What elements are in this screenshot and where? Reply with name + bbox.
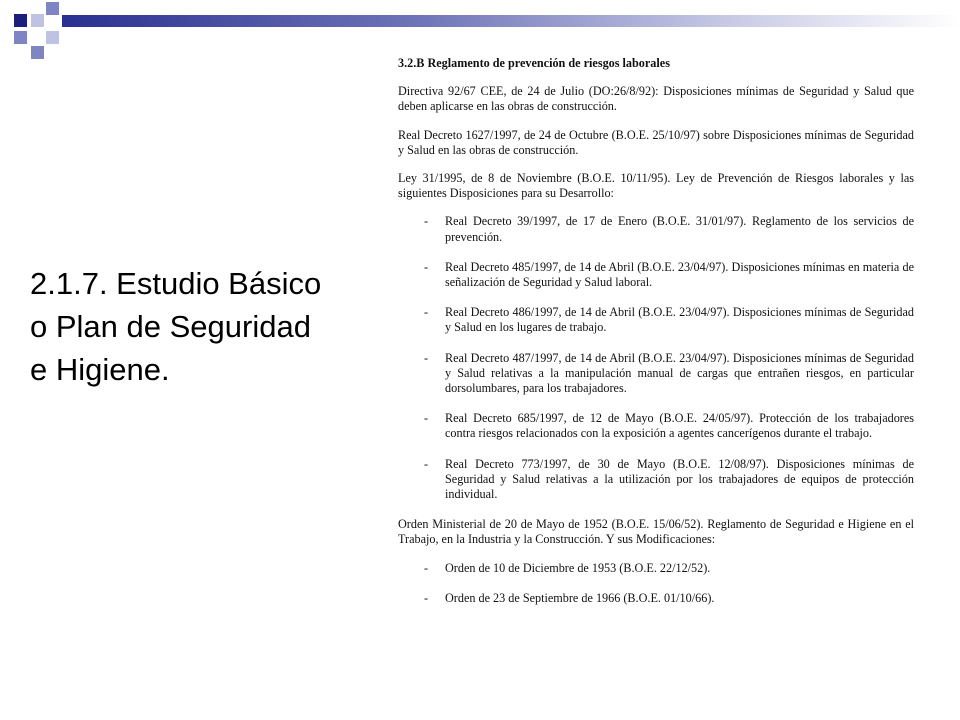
list-item	[398, 305, 914, 335]
list-item-text: Real Decreto 485/1997, de 14 de Abril (B.O.E. 23/04/97). Disposiciones mínimas en materia de señalización de Seguridad y Salud laboral.	[445, 259, 914, 290]
corner-square-light	[46, 31, 59, 44]
document-paragraph: Orden Ministerial de 20 de Mayo de 1952 (B.O.E. 15/06/52). Reglamento de Seguridad e Higiene en el Trabajo, en la Industria y la Construcción. Y sus Modificaciones:	[398, 517, 914, 547]
list-item	[398, 351, 914, 397]
scanned-document	[398, 56, 914, 621]
list-item	[398, 591, 914, 606]
dash-bullet: -	[424, 259, 429, 274]
list-item	[398, 214, 914, 244]
header-gradient-bar	[62, 15, 960, 27]
list-item	[398, 561, 914, 576]
dash-bullet: -	[424, 560, 429, 575]
corner-square-mid	[31, 46, 44, 59]
dash-bullet: -	[424, 305, 429, 320]
document-heading: 3.2.B Reglamento de prevención de riesgos laborales	[398, 56, 670, 70]
document-paragraph: Ley 31/1995, de 8 de Noviembre (B.O.E. 10/11/95). Ley de Prevención de Riesgos laborales y las siguientes Disposiciones para su Desarrollo:	[398, 171, 914, 201]
list-item-text: Real Decreto 486/1997, de 14 de Abril (B.O.E. 23/04/97). Disposiciones mínimas de Seguridad y Salud en los lugares de trabajo.	[445, 305, 914, 335]
list-item	[398, 457, 914, 503]
list-item	[398, 260, 914, 290]
dash-bullet: -	[424, 590, 429, 605]
list-item-text: Real Decreto 685/1997, de 12 de Mayo (B.O.E. 24/05/97). Protección de los trabajadores contra riesgos relacionados con la exposición a agentes cancerígenos durante el trabajo.	[445, 411, 914, 441]
document-paragraph: Directiva 92/67 CEE, de 24 de Julio (DO:26/8/92): Disposiciones mínimas de Seguridad y Salud que deben aplicarse en las obras de construcción.	[398, 84, 914, 114]
list-item	[398, 411, 914, 441]
dash-bullet: -	[424, 456, 429, 471]
list-item-text: Real Decreto 487/1997, de 14 de Abril (B.O.E. 23/04/97). Disposiciones mínimas de Seguridad y Salud relativas a la manipulación manual de cargas que entrañen riesgos, en particular dorsolumbares, para los trabajadores.	[445, 350, 914, 396]
list-item-text: Real Decreto 39/1997, de 17 de Enero (B.O.E. 31/01/97). Reglamento de los servicios de prevención.	[445, 214, 914, 244]
list-item-text: Orden de 10 de Diciembre de 1953 (B.O.E. 22/12/52).	[445, 560, 711, 575]
dash-bullet: -	[424, 350, 429, 365]
decree-list	[398, 214, 914, 502]
order-list	[398, 561, 914, 606]
dash-bullet: -	[424, 214, 429, 229]
corner-square-light	[31, 14, 44, 27]
corner-square-mid	[14, 31, 27, 44]
dash-bullet: -	[424, 411, 429, 426]
slide-title: 2.1.7. Estudio Básico o Plan de Seguridad e Higiene.	[30, 266, 322, 387]
list-item-text: Orden de 23 de Septiembre de 1966 (B.O.E. 01/10/66).	[445, 590, 715, 605]
list-item-text: Real Decreto 773/1997, de 30 de Mayo (B.O.E. 12/08/97). Disposiciones mínimas de Seguridad y Salud relativas a la utilización por los trabajadores de equipos de protección individual.	[445, 456, 914, 502]
corner-square-mid	[46, 2, 59, 15]
document-paragraph: Real Decreto 1627/1997, de 24 de Octubre (B.O.E. 25/10/97) sobre Disposiciones mínimas de Seguridad y Salud en las obras de construcción.	[398, 127, 914, 157]
corner-square-dark	[14, 14, 27, 27]
